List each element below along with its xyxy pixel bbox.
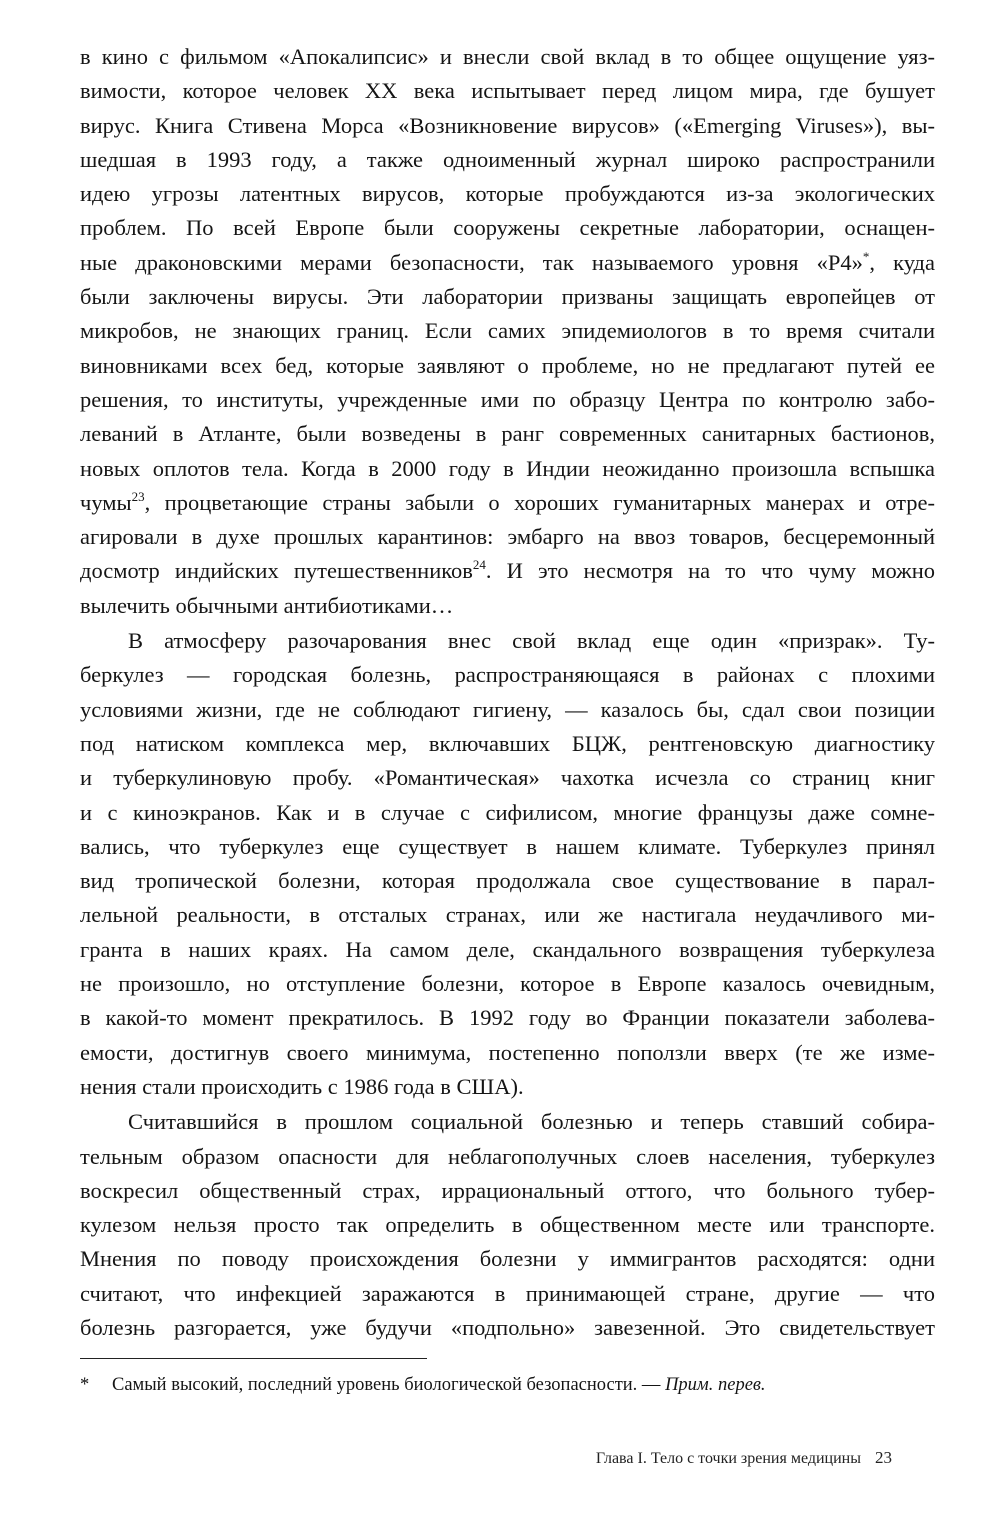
text-segment: чумы [80,489,132,515]
text-line: В атмосферу разочарования внес свой вклад еще один «призрак». Ту- [128,628,935,654]
text-line: под натиском комплекса мер, включавших БЦЖ, рентгеновскую диагностику [80,730,935,756]
text-line: Считавшийся в прошлом социальной болезнью и теперь ставший собира- [128,1109,935,1135]
text-line: вимости, которое человек XX века испытывает перед лицом мира, где бушует [80,78,935,104]
text-line: были заключены вирусы. Эти лаборатории призваны защищать европейцев от [80,284,935,310]
text-line [80,554,935,588]
text-segment: , процветающие страны забыли о хороших гуманитарных манерах и отре- [144,489,935,515]
footnote-mark: * [80,1375,90,1395]
text-line: виновниками всех бед, которые заявляют о проблеме, но не предлагают путей ее [80,352,935,378]
main-text [80,40,935,1345]
text-line: агировали в духе прошлых карантинов: эмбарго на ввоз товаров, бесцеремонный [80,524,935,550]
text-line: вид тропической болезни, которая продолжала свое существование в парал- [80,868,935,894]
text-line: вылечить обычными антибиотиками… [80,592,454,618]
text-line: проблем. По всей Европе были сооружены секретные лаборатории, оснащен- [80,215,935,241]
footnote-text: Самый высокий, последний уровень биологической безопасности. — [112,1375,666,1395]
text-line: тельным образом опасности для неблагополучных слоев населения, туберкулез [80,1143,935,1169]
text-segment: ные драконовскими мерами безопасности, так называемого уровня «Р4» [80,249,863,275]
text-line: беркулез — городская болезнь, распространяющаяся в районах с плохими [80,662,935,688]
text-line: микробов, не знающих границ. Если самих эпидемиологов в то время считали [80,318,935,344]
text-line [80,486,935,520]
text-line: считают, что инфекцией заражаются в принимающей стране, другие — что [80,1280,935,1306]
text-line: емости, достигнув своего минимума, постепенно поползли вверх (те же изме- [80,1039,935,1065]
text-line: шедшая в 1993 году, а также одноименный журнал широко распространили [80,146,935,172]
text-line: в какой-то момент прекратилось. В 1992 году во Франции показатели заболева- [80,1005,935,1031]
text-line: вались, что туберкулез еще существует в нашем климате. Туберкулез принял [80,833,935,859]
text-segment: . И это несмотря на то что чуму можно [485,558,935,584]
text-line: болезнь разгорается, уже будучи «подпольно» завезенной. Это свидетельствует [80,1314,935,1340]
text-segment: досмотр индийских путешественников [80,558,473,584]
text-line: решения, то институты, учрежденные ими по образцу Центра по контролю забо- [80,386,935,412]
running-footer [596,1447,892,1470]
text-line: и туберкулиновую пробу. «Романтическая» чахотка исчезла со страниц книг [80,765,935,791]
footnote-divider [80,1358,427,1359]
page-number: 23 [875,1448,892,1467]
text-line: кулезом нельзя просто так определить в общественном месте или транспорте. [80,1212,935,1238]
footnote-ref-asterisk: * [862,248,870,264]
text-line: новых оплотов тела. Когда в 2000 году в Индии неожиданно произошла вспышка [80,455,935,481]
footnote-ref-23: 23 [131,488,145,504]
footnote-attribution: Прим. перев. [665,1375,766,1395]
text-line: не произошло, но отступление болезни, которое в Европе казалось очевидным, [80,971,935,997]
running-head: Глава I. Тело с точки зрения медицины [595,1450,861,1467]
text-line: гранта в наших краях. На самом деле, скандального возвращения туберкулеза [80,936,935,962]
text-line: леваний в Атланте, были возведены в ранг современных санитарных бастионов, [80,421,935,447]
text-segment: , куда [869,249,935,275]
text-line: вирус. Книга Стивена Морса «Возникновение вирусов» («Emerging Viruses»), вы- [80,112,935,138]
text-line: Мнения по поводу происхождения болезни у иммигрантов расходятся: одни [80,1246,935,1272]
text-line: воскресил общественный страх, иррациональный оттого, что больного тубер- [80,1177,935,1203]
footnote-ref-24: 24 [472,557,486,573]
text-line: и с киноэкранов. Как и в случае с сифилисом, многие французы даже сомне- [80,799,935,825]
text-line: лельной реальности, в отсталых странах, или же настигала неудачливого ми- [80,902,935,928]
text-line: условиями жизни, где не соблюдают гигиену, — казалось бы, сдал свои позиции [80,696,935,722]
text-line: идею угрозы латентных вирусов, которые пробуждаются из-за экологических [80,181,935,207]
text-line [80,246,935,280]
text-line: нения стали происходить с 1986 года в США). [80,1073,524,1099]
text-line: в кино с фильмом «Апокалипсис» и внесли свой вклад в то общее ощущение уяз- [80,44,935,69]
footnote [80,1372,935,1398]
